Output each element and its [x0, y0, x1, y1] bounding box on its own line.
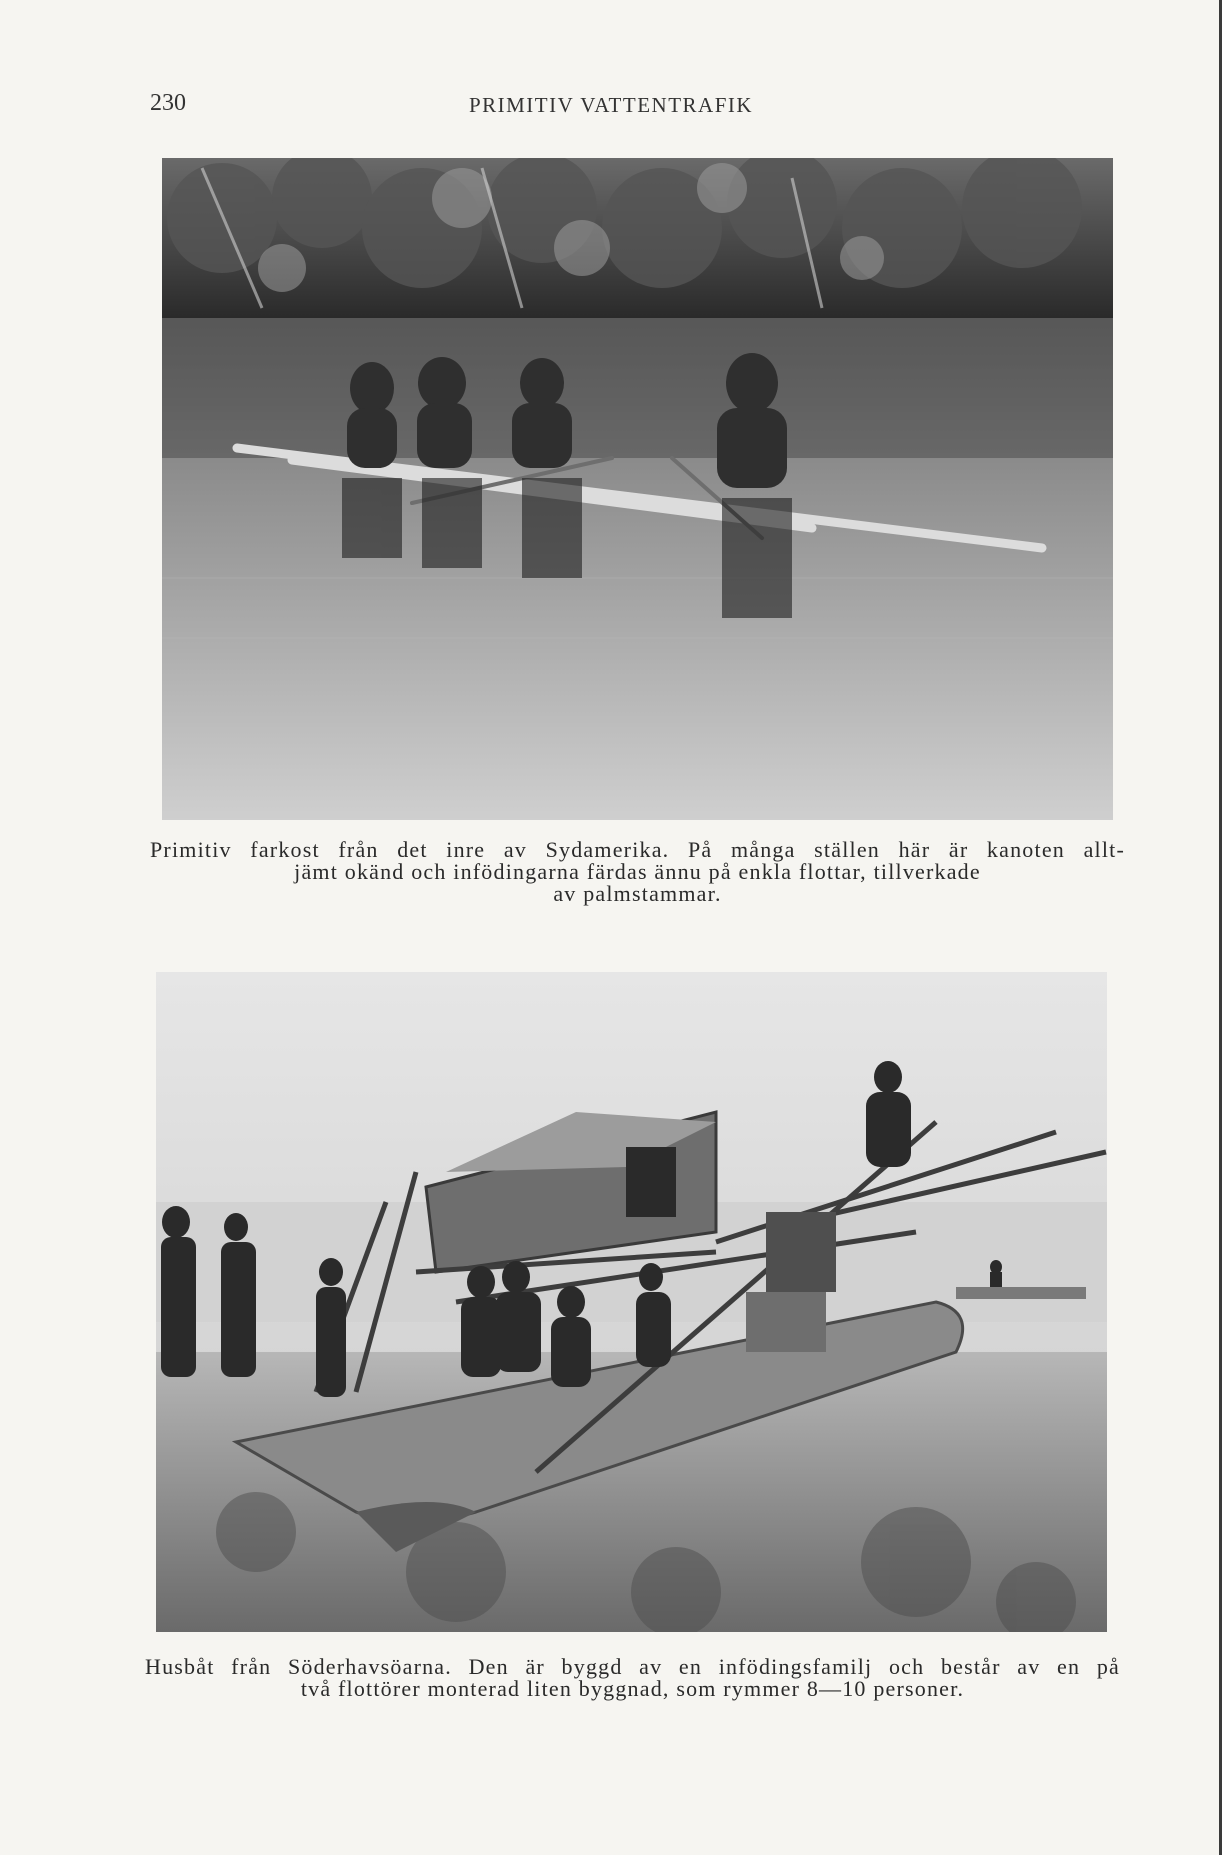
figure-caption-2 — [145, 1656, 1120, 1700]
caption-2-line-1: Husbåt från Söderhavsöarna. Den är byggd av en infödingsfamilj och består av en på — [145, 1654, 1120, 1679]
photo-houseboat-beach — [156, 972, 1107, 1632]
caption-1-line-2: jämt okänd och infödingarna färdas ännu på enkla flottar, tillverkade — [294, 859, 981, 884]
houseboat-illustration — [156, 972, 1107, 1632]
photo-raft-river — [162, 158, 1113, 820]
running-title: PRIMITIV VATTENTRAFIK — [468, 93, 754, 117]
caption-2-line-2: två flottörer monterad liten byggnad, som rymmer 8—10 personer. — [300, 1676, 965, 1701]
figure-caption-1 — [150, 839, 1125, 905]
caption-1-line-1: Primitiv farkost från det inre av Sydamerika. På många ställen här är kanoten allt- — [150, 837, 1125, 862]
page-number: 230 — [150, 90, 186, 116]
raft-river-illustration — [162, 158, 1113, 820]
caption-1-line-3: av palmstammar. — [553, 881, 722, 906]
